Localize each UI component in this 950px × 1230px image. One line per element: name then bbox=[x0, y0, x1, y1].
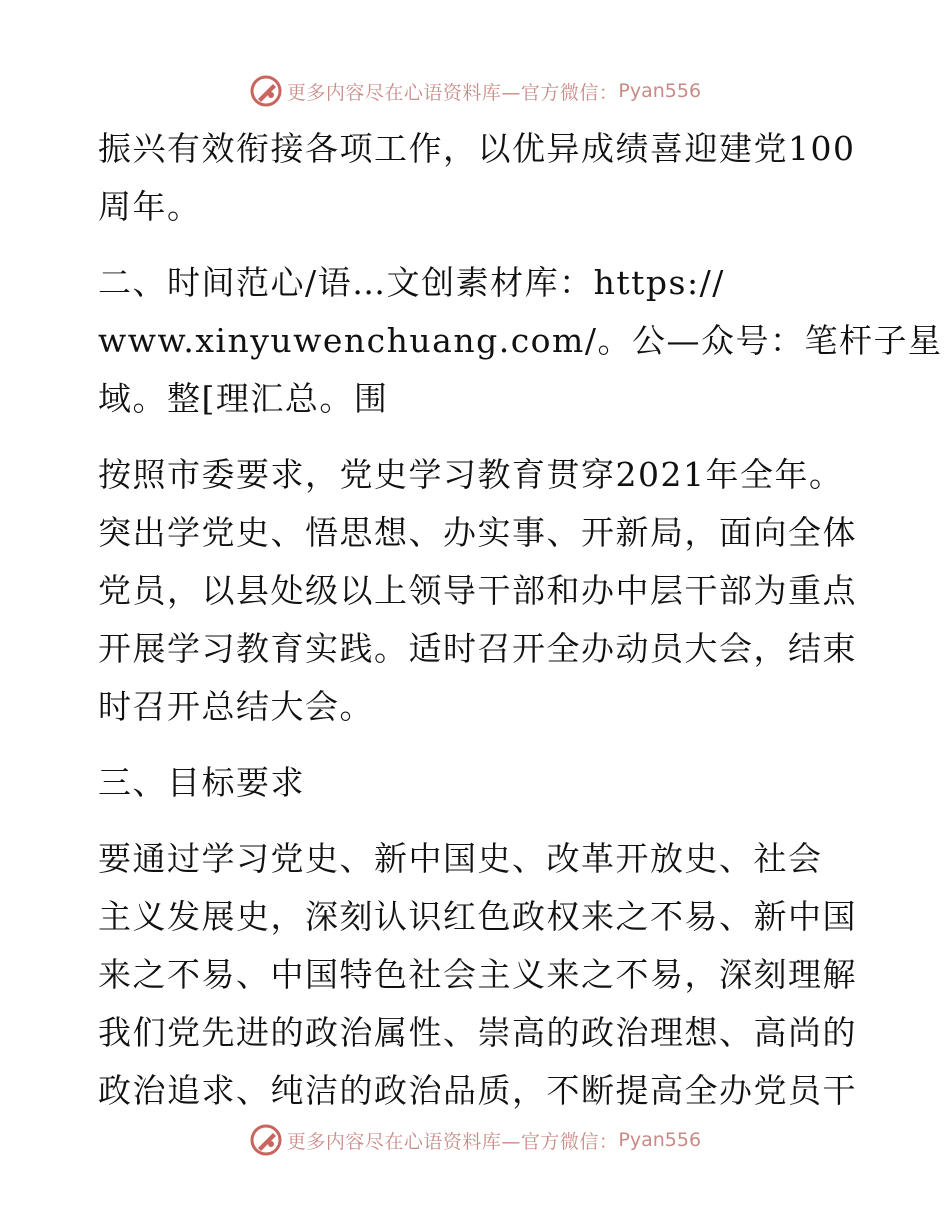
watermark-footer bbox=[0, 1120, 950, 1160]
watermark-wechat-id: Pyan556 bbox=[618, 80, 702, 102]
watermark-text: 更多内容尽在心语资料库—官方微信： bbox=[286, 81, 619, 104]
paragraph bbox=[98, 120, 858, 236]
paragraph bbox=[98, 254, 943, 428]
text-line: 域。整[理汇总。围 bbox=[98, 379, 389, 418]
paragraph bbox=[98, 446, 858, 736]
watermark-header bbox=[0, 71, 950, 111]
text-line: 振兴有效衔接各项工作，以优异成绩喜迎建党100 bbox=[98, 129, 856, 168]
text-line: 按照市委要求，党史学习教育贯穿2021年全年。 bbox=[98, 455, 844, 494]
paragraph bbox=[98, 830, 858, 1120]
text-line: 周年。 bbox=[98, 187, 202, 226]
text-line: 时召开总结大会。 bbox=[98, 687, 374, 726]
text-line: 突出学党史、悟思想、办实事、开新局，面向全体 bbox=[98, 513, 857, 552]
text-line: 党员，以县处级以上领导干部和办中层干部为重点 bbox=[98, 571, 857, 610]
text-line: 我们党先进的政治属性、崇高的政治理想、高尚的 bbox=[98, 1013, 857, 1052]
section-heading-time: 二、时间范心/语…文创素材库：https:// bbox=[98, 263, 725, 302]
text-line: www.xinyuwenchuang.com/。公—众号：笔杆子星 bbox=[98, 321, 943, 360]
pen-logo-icon bbox=[249, 1123, 283, 1157]
paragraph bbox=[98, 754, 858, 812]
text-line: 主义发展史，深刻认识红色政权来之不易、新中国 bbox=[98, 897, 857, 936]
text-line: 来之不易、中国特色社会主义来之不易，深刻理解 bbox=[98, 955, 857, 994]
text-line: 政治追求、纯洁的政治品质，不断提高全办党员干 bbox=[98, 1071, 857, 1110]
watermark-wechat-id: Pyan556 bbox=[618, 1129, 702, 1151]
section-heading-goals: 三、目标要求 bbox=[98, 763, 305, 802]
document-body bbox=[98, 120, 943, 1120]
pen-logo-icon bbox=[249, 74, 283, 108]
text-line: 开展学习教育实践。适时召开全办动员大会，结束 bbox=[98, 629, 857, 668]
watermark-text: 更多内容尽在心语资料库—官方微信： bbox=[286, 1130, 619, 1153]
text-line: 要通过学习党史、新中国史、改革开放史、社会 bbox=[98, 839, 823, 878]
